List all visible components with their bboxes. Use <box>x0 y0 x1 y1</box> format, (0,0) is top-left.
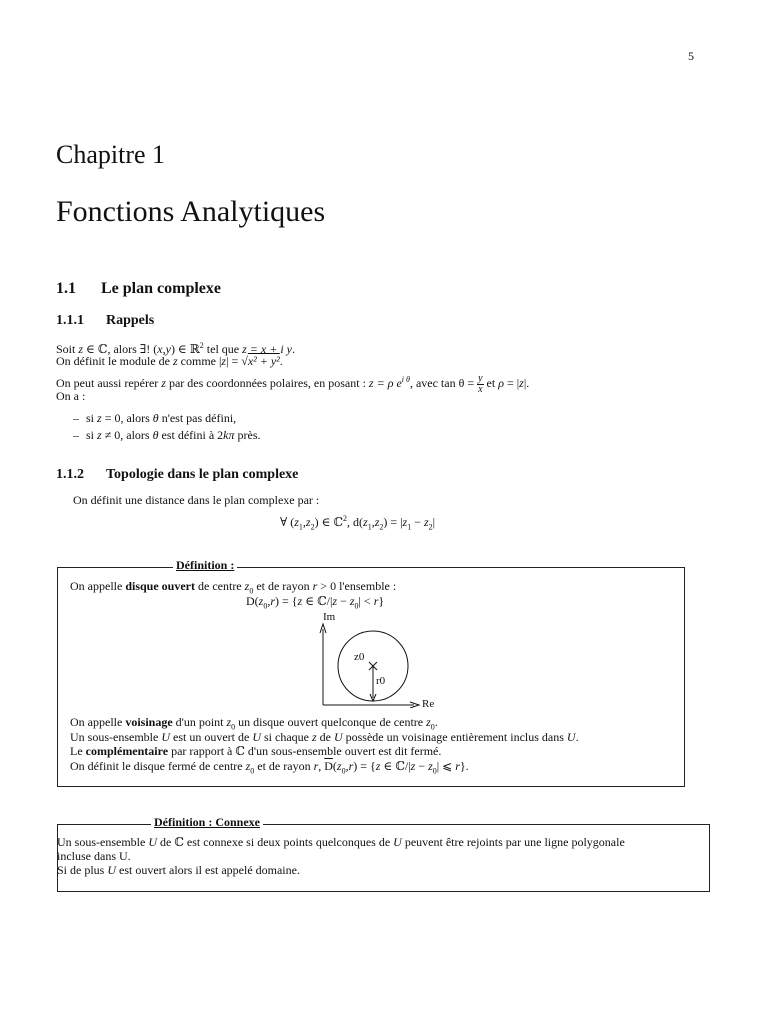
topologie-intro: On définit une distance dans le plan complexe par : <box>73 493 320 507</box>
definition-line-6: On définit le disque fermé de centre $z_0$ et de rayon r, $\overline{D}(z_0,r) = \{z$ ∈ ℂ/|z − $z_0|$ ⩽ r}. <box>70 759 469 776</box>
subsection-number: 1.1.2 <box>56 467 84 482</box>
definition-line-4: Un sous-ensemble U est un ouvert de U si chaque z de U possède un voisinage entièrement inclus dans U. <box>70 730 579 744</box>
open-disk-formula: $D(z_0,r) = \{z$ ∈ ℂ/|z − $z_0| < r$} <box>246 594 385 611</box>
chapter-title: Fonctions Analytiques <box>56 195 326 228</box>
definition-label: Définition : <box>173 558 237 573</box>
subsection-heading-1-1-1 <box>56 313 154 329</box>
rappels-line-2: On définit le module de z comme |z| = √x² + y². <box>56 354 283 368</box>
subsection-title: Topologie dans le plan complexe <box>106 467 299 482</box>
definition-line-5: Le complémentaire par rapport à ℂ d'un sous-ensemble ouvert est dit fermé. <box>70 744 442 758</box>
bullet-item: – si z ≠ 0, alors θ est défini à 2kπ près. <box>73 428 261 442</box>
radius-label: r0 <box>376 675 386 687</box>
rappels-line-3: On peut aussi repérer z par des coordonnées polaires, en posant : z = ρ $e^{i \theta}$, avec tan θ = $\frac{y}{x}$ et ρ = |z|. <box>56 372 530 395</box>
section-heading-1-1 <box>56 280 221 298</box>
page-number: 5 <box>688 49 694 63</box>
connexe-line-2: incluse dans U. <box>57 849 131 863</box>
subsection-title: Rappels <box>106 313 155 328</box>
im-axis-label: Im <box>323 612 336 623</box>
center-label: z0 <box>354 651 365 663</box>
bullet-item: – si z = 0, alors θ n'est pas défini, <box>73 411 237 425</box>
re-axis-label: Re <box>422 698 435 708</box>
subsection-number: 1.1.1 <box>56 313 84 328</box>
connexe-line-3: Si de plus U est ouvert alors il est appelé domaine. <box>57 863 300 877</box>
definition-line-3: On appelle voisinage d'un point $z_0$ un disque ouvert quelconque de centre $z_0$. <box>70 715 438 732</box>
section-number: 1.1 <box>56 280 76 297</box>
chapter-heading: Chapitre 1 <box>56 140 166 169</box>
subsection-heading-1-1-2 <box>56 467 298 483</box>
section-title: Le plan complexe <box>101 280 221 297</box>
definition-line-1: On appelle disque ouvert de centre $z_0$ et de rayon r > 0 l'ensemble : <box>70 579 397 596</box>
connexe-line-1: Un sous-ensemble U de ℂ est connexe si deux points quelconques de U peuvent être rejoints par une ligne polygonale <box>57 835 625 849</box>
rappels-line-4: On a : <box>56 389 86 403</box>
fraction-y-over-x: $\frac{y}{x}$ <box>478 372 483 395</box>
distance-formula: ∀ $(z_1,z_2)$ ∈ ℂ$^2$, $d(z_1,z_2) = |z_1 - z_2|$ <box>280 514 436 532</box>
open-disk-diagram <box>318 612 442 708</box>
rappels-line-1: Soit z ∈ ℂ, alors ∃! (x,y) ∈ ℝ$^2$ tel que z = x + i y. <box>56 341 295 356</box>
definition-connexe-label: Définition : Connexe <box>151 815 263 830</box>
